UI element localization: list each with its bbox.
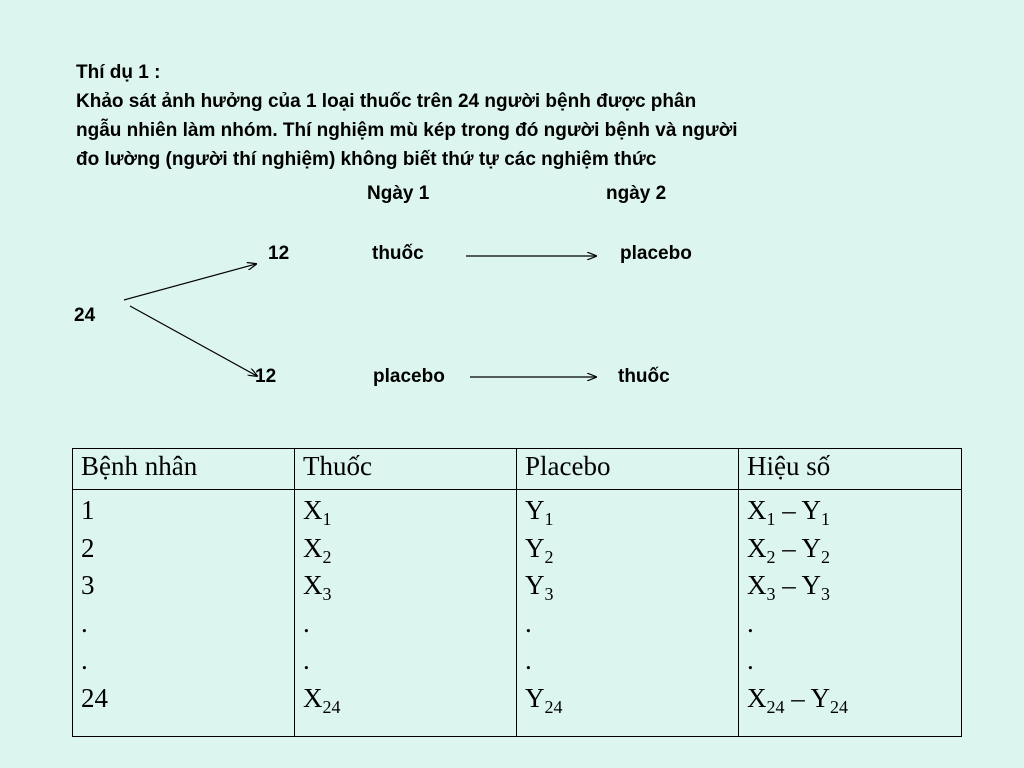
difference-value: $X_{24} - Y_{24}$ — [747, 682, 848, 717]
drug-value: $X_3$ — [303, 570, 332, 604]
split-arrow-down — [130, 306, 257, 376]
placebo-value: $Y_1$ — [525, 495, 554, 529]
group2-day1-treatment: placebo — [373, 366, 445, 387]
day1-label: Ngày 1 — [367, 183, 430, 204]
drug-value: $X_1$ — [303, 495, 332, 529]
table-row — [73, 490, 962, 737]
drug-ellipsis: . — [303, 607, 310, 638]
group2-size: 12 — [255, 366, 277, 387]
placebo-column — [517, 490, 739, 737]
patient-id: 3 — [81, 570, 95, 600]
group1-day1-treatment: thuốc — [372, 243, 424, 264]
difference-value: $X_3 - Y_3$ — [747, 570, 830, 604]
header-placebo: Placebo — [517, 449, 739, 490]
split-arrow-up — [124, 264, 256, 300]
total-patients: 24 — [74, 305, 96, 326]
patient-column — [73, 490, 295, 737]
drug-column — [295, 490, 517, 737]
placebo-value: $Y_2$ — [525, 532, 554, 567]
patient-id: 2 — [81, 532, 95, 563]
difference-value: $X_1 - Y_1$ — [747, 495, 830, 529]
header-difference: Hiệu số — [739, 449, 962, 490]
header-drug: Thuốc — [295, 449, 517, 490]
drug-value: $X_2$ — [303, 532, 332, 567]
placebo-value: $Y_3$ — [525, 570, 554, 604]
placebo-ellipsis: . — [525, 645, 532, 675]
drug-ellipsis: . — [303, 645, 310, 675]
placebo-value: $Y_{24}$ — [525, 682, 563, 717]
group2-day2-treatment: thuốc — [618, 366, 670, 387]
example-heading: Thí dụ 1 : — [76, 62, 161, 83]
placebo-ellipsis: . — [525, 607, 532, 638]
intro-line-1: Khảo sát ảnh hưởng của 1 loại thuốc trên 24 người bệnh được phân — [76, 91, 697, 112]
drug-value: $X_{24}$ — [303, 682, 341, 717]
patient-ellipsis: . — [81, 607, 88, 638]
intro-line-2: ngẫu nhiên làm nhóm. Thí nghiệm mù kép trong đó người bệnh và người — [76, 120, 738, 141]
group1-day2-treatment: placebo — [620, 243, 692, 264]
day2-label: ngày 2 — [606, 183, 667, 204]
intro-line-3: đo lường (người thí nghiệm) không biết thứ tự các nghiệm thức — [76, 149, 657, 170]
results-table — [72, 448, 962, 737]
header-patient: Bệnh nhân — [73, 449, 295, 490]
group1-size: 12 — [268, 243, 290, 264]
patient-ellipsis: . — [81, 645, 88, 675]
difference-value: $X_2 - Y_2$ — [747, 532, 830, 567]
difference-ellipsis: . — [747, 645, 754, 675]
difference-column — [739, 490, 962, 737]
patient-id: 24 — [81, 682, 108, 713]
difference-ellipsis: . — [747, 607, 754, 638]
patient-id: 1 — [81, 495, 95, 525]
table-header-row — [73, 449, 962, 490]
